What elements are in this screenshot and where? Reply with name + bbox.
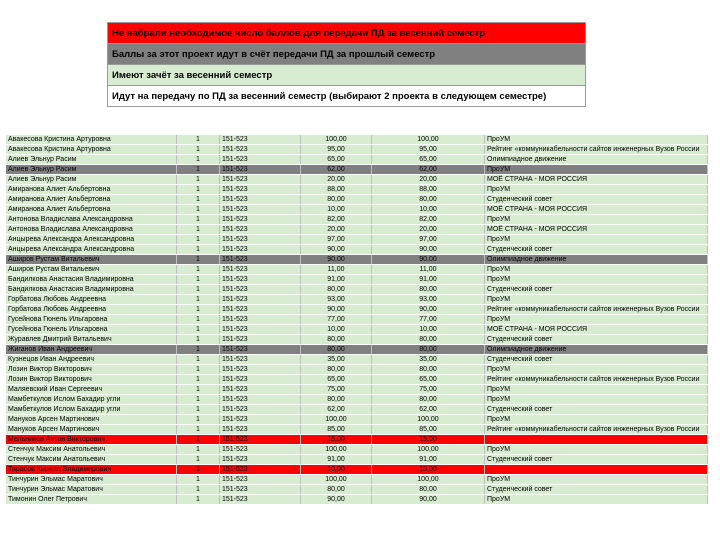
- name-cell: Алиев Эльнур Расим: [6, 155, 177, 165]
- score-cell: 90,00: [301, 495, 372, 505]
- total-cell: 80,00: [372, 335, 485, 345]
- score-cell: 20,00: [301, 175, 372, 185]
- name-cell: Маляевский Иван Сергеевич: [6, 385, 177, 395]
- project-cell: МОЁ СТРАНА - МОЯ РОССИЯ: [485, 175, 708, 185]
- total-cell: 100,00: [372, 415, 485, 425]
- project-cell: Студенческий совет: [485, 195, 708, 205]
- count-cell: 1: [177, 175, 220, 185]
- total-cell: 88,00: [372, 185, 485, 195]
- group-cell: 151-523: [220, 285, 301, 295]
- group-cell: 151-523: [220, 245, 301, 255]
- total-cell: 65,00: [372, 155, 485, 165]
- table-row: [6, 265, 708, 275]
- count-cell: 1: [177, 455, 220, 465]
- legend-text: Имеют зачёт за весенний семестр: [108, 65, 586, 86]
- score-cell: 80,00: [301, 345, 372, 355]
- name-cell: Антонова Владислава Александровна: [6, 225, 177, 235]
- score-cell: 62,00: [301, 405, 372, 415]
- table-row: [6, 215, 708, 225]
- name-cell: Гусейнова Гюнель Ильгаровна: [6, 315, 177, 325]
- total-cell: 77,00: [372, 315, 485, 325]
- score-cell: 91,00: [301, 455, 372, 465]
- count-cell: 1: [177, 345, 220, 355]
- table-row: [6, 245, 708, 255]
- table-row: [6, 185, 708, 195]
- name-cell: Аширов Рустам Витальевич: [6, 265, 177, 275]
- table-row: [6, 335, 708, 345]
- name-cell: Мануков Арсен Мартинович: [6, 415, 177, 425]
- name-cell: Амиранова Алиет Альбертовна: [6, 205, 177, 215]
- project-cell: Рейтинг «коммуникабельности сайтов инженерных Вузов России: [485, 425, 708, 435]
- table-row: [6, 365, 708, 375]
- table-row: [6, 195, 708, 205]
- table-row: [6, 495, 708, 505]
- name-cell: Мельников Антон Викторович: [6, 435, 177, 445]
- group-cell: 151-523: [220, 475, 301, 485]
- score-cell: 97,00: [301, 235, 372, 245]
- name-cell: Тинчурин Эльмас Маратович: [6, 485, 177, 495]
- group-cell: 151-523: [220, 265, 301, 275]
- score-cell: 10,00: [301, 205, 372, 215]
- table-row: [6, 135, 708, 145]
- count-cell: 1: [177, 245, 220, 255]
- project-cell: Студенческий совет: [485, 405, 708, 415]
- score-cell: 88,00: [301, 185, 372, 195]
- table-row: [6, 305, 708, 315]
- count-cell: 1: [177, 195, 220, 205]
- count-cell: 1: [177, 425, 220, 435]
- table-row: [6, 375, 708, 385]
- total-cell: 95,00: [372, 145, 485, 155]
- group-cell: 151-523: [220, 325, 301, 335]
- total-cell: 90,00: [372, 305, 485, 315]
- project-cell: ПроУМ: [485, 415, 708, 425]
- count-cell: 1: [177, 265, 220, 275]
- group-cell: 151-523: [220, 195, 301, 205]
- group-cell: 151-523: [220, 345, 301, 355]
- table-row: [6, 225, 708, 235]
- name-cell: Амиранова Алиет Альбертовна: [6, 195, 177, 205]
- legend-text: Не набрали необходимое число баллов для передачи ПД за весенний семестр: [108, 23, 586, 44]
- project-cell: ПроУМ: [485, 445, 708, 455]
- group-cell: 151-523: [220, 145, 301, 155]
- score-cell: 100,00: [301, 415, 372, 425]
- total-cell: 15,00: [372, 435, 485, 445]
- table-row: [6, 205, 708, 215]
- total-cell: 80,00: [372, 485, 485, 495]
- count-cell: 1: [177, 215, 220, 225]
- total-cell: 100,00: [372, 135, 485, 145]
- count-cell: 1: [177, 325, 220, 335]
- name-cell: Бандилкова Анастасия Владимировна: [6, 285, 177, 295]
- score-cell: 20,00: [301, 225, 372, 235]
- project-cell: Студенческий совет: [485, 455, 708, 465]
- count-cell: 1: [177, 285, 220, 295]
- table-row: [6, 485, 708, 495]
- total-cell: 90,00: [372, 255, 485, 265]
- score-cell: 80,00: [301, 195, 372, 205]
- count-cell: 1: [177, 225, 220, 235]
- group-cell: 151-523: [220, 465, 301, 475]
- group-cell: 151-523: [220, 155, 301, 165]
- name-cell: Тарасов Кирилл Владимирович: [6, 465, 177, 475]
- count-cell: 1: [177, 335, 220, 345]
- name-cell: Тимонин Олег Петрович: [6, 495, 177, 505]
- score-cell: 80,00: [301, 365, 372, 375]
- table-row: [6, 165, 708, 175]
- score-cell: 93,00: [301, 295, 372, 305]
- name-cell: Тинчурин Эльмас Маратович: [6, 475, 177, 485]
- count-cell: 1: [177, 475, 220, 485]
- score-cell: 95,00: [301, 145, 372, 155]
- name-cell: Горбатова Любовь Андреевна: [6, 305, 177, 315]
- project-cell: ПроУМ: [485, 275, 708, 285]
- group-cell: 151-523: [220, 495, 301, 505]
- score-cell: 100,00: [301, 475, 372, 485]
- legend-text: Идут на передачу по ПД за весенний семестр (выбирают 2 проекта в следующем семестре): [108, 86, 586, 107]
- score-cell: 90,00: [301, 305, 372, 315]
- group-cell: 151-523: [220, 165, 301, 175]
- legend-row-green: [108, 65, 586, 86]
- project-cell: ПроУМ: [485, 165, 708, 175]
- project-cell: ПроУМ: [485, 135, 708, 145]
- table-row: [6, 155, 708, 165]
- legend-row-white: [108, 86, 586, 107]
- score-cell: 65,00: [301, 375, 372, 385]
- group-cell: 151-523: [220, 235, 301, 245]
- name-cell: Бандилкова Анастасия Владимировна: [6, 275, 177, 285]
- name-cell: Аширов Рустам Витальевич: [6, 255, 177, 265]
- count-cell: 1: [177, 495, 220, 505]
- total-cell: 93,00: [372, 295, 485, 305]
- name-cell: Антонова Владислава Александровна: [6, 215, 177, 225]
- project-cell: Рейтинг «коммуникабельности сайтов инженерных Вузов России: [485, 145, 708, 155]
- project-cell: [485, 465, 708, 475]
- total-cell: 80,00: [372, 285, 485, 295]
- score-cell: 65,00: [301, 155, 372, 165]
- total-cell: 10,00: [372, 325, 485, 335]
- table-row: [6, 175, 708, 185]
- count-cell: 1: [177, 305, 220, 315]
- name-cell: Кузнецов Иван Андреевич: [6, 355, 177, 365]
- name-cell: Анцырева Александра Александровна: [6, 235, 177, 245]
- name-cell: Анцырева Александра Александровна: [6, 245, 177, 255]
- group-cell: 151-523: [220, 255, 301, 265]
- name-cell: Горбатова Любовь Андреевна: [6, 295, 177, 305]
- project-cell: Олимпиадное движение: [485, 255, 708, 265]
- name-cell: Авакесова Кристина Артуровна: [6, 145, 177, 155]
- score-cell: 75,00: [301, 385, 372, 395]
- project-cell: МОЁ СТРАНА - МОЯ РОССИЯ: [485, 225, 708, 235]
- count-cell: 1: [177, 385, 220, 395]
- name-cell: Амиранова Алиет Альбертовна: [6, 185, 177, 195]
- group-cell: 151-523: [220, 415, 301, 425]
- table-row: [6, 445, 708, 455]
- total-cell: 80,00: [372, 345, 485, 355]
- total-cell: 91,00: [372, 275, 485, 285]
- group-cell: 151-523: [220, 355, 301, 365]
- count-cell: 1: [177, 435, 220, 445]
- total-cell: 90,00: [372, 245, 485, 255]
- total-cell: 90,00: [372, 495, 485, 505]
- legend-row-gray: [108, 44, 586, 65]
- count-cell: 1: [177, 205, 220, 215]
- table-row: [6, 455, 708, 465]
- total-cell: 10,00: [372, 465, 485, 475]
- table-row: [6, 395, 708, 405]
- total-cell: 11,00: [372, 265, 485, 275]
- score-cell: 77,00: [301, 315, 372, 325]
- score-cell: 10,00: [301, 325, 372, 335]
- table-row: [6, 415, 708, 425]
- count-cell: 1: [177, 465, 220, 475]
- project-cell: Студенческий совет: [485, 245, 708, 255]
- total-cell: 91,00: [372, 455, 485, 465]
- score-cell: 15,00: [301, 435, 372, 445]
- group-cell: 151-523: [220, 275, 301, 285]
- group-cell: 151-523: [220, 405, 301, 415]
- group-cell: 151-523: [220, 305, 301, 315]
- table-row: [6, 425, 708, 435]
- count-cell: 1: [177, 375, 220, 385]
- count-cell: 1: [177, 145, 220, 155]
- score-cell: 35,00: [301, 355, 372, 365]
- project-cell: ПроУМ: [485, 185, 708, 195]
- score-cell: 90,00: [301, 245, 372, 255]
- table-row: [6, 255, 708, 265]
- score-cell: 100,00: [301, 445, 372, 455]
- name-cell: Лозин Виктор Викторович: [6, 365, 177, 375]
- name-cell: Алиев Эльнур Расим: [6, 175, 177, 185]
- score-cell: 80,00: [301, 395, 372, 405]
- group-cell: 151-523: [220, 445, 301, 455]
- group-cell: 151-523: [220, 335, 301, 345]
- table-row: [6, 465, 708, 475]
- score-cell: 82,00: [301, 215, 372, 225]
- table-row: [6, 345, 708, 355]
- total-cell: 100,00: [372, 475, 485, 485]
- legend-text: Баллы за этот проект идут в счёт передачи ПД за прошлый семестр: [108, 44, 586, 65]
- name-cell: Мануков Арсен Мартинович: [6, 425, 177, 435]
- score-cell: 11,00: [301, 265, 372, 275]
- group-cell: 151-523: [220, 205, 301, 215]
- score-cell: 80,00: [301, 285, 372, 295]
- score-cell: 80,00: [301, 485, 372, 495]
- project-cell: Рейтинг «коммуникабельности сайтов инженерных Вузов России: [485, 305, 708, 315]
- project-cell: Олимпиадное движение: [485, 345, 708, 355]
- project-cell: ПроУМ: [485, 365, 708, 375]
- grades-table: [6, 135, 708, 505]
- total-cell: 75,00: [372, 385, 485, 395]
- name-cell: Мамбеткулов Ислом Бахадир угли: [6, 395, 177, 405]
- total-cell: 20,00: [372, 225, 485, 235]
- table-row: [6, 435, 708, 445]
- count-cell: 1: [177, 235, 220, 245]
- total-cell: 80,00: [372, 395, 485, 405]
- count-cell: 1: [177, 315, 220, 325]
- name-cell: Лозин Виктор Викторович: [6, 375, 177, 385]
- name-cell: Журавлев Дмитрий Витальевич: [6, 335, 177, 345]
- table-row: [6, 145, 708, 155]
- total-cell: 97,00: [372, 235, 485, 245]
- count-cell: 1: [177, 255, 220, 265]
- count-cell: 1: [177, 405, 220, 415]
- table-row: [6, 405, 708, 415]
- project-cell: ПроУМ: [485, 235, 708, 245]
- name-cell: Мамбеткулов Ислом Бахадир угли: [6, 405, 177, 415]
- group-cell: 151-523: [220, 315, 301, 325]
- project-cell: ПроУМ: [485, 495, 708, 505]
- score-cell: 85,00: [301, 425, 372, 435]
- count-cell: 1: [177, 295, 220, 305]
- total-cell: 62,00: [372, 165, 485, 175]
- project-cell: ПроУМ: [485, 215, 708, 225]
- table-row: [6, 285, 708, 295]
- legend-table: [107, 22, 586, 107]
- table-row: [6, 385, 708, 395]
- score-cell: 90,00: [301, 255, 372, 265]
- project-cell: Студенческий совет: [485, 285, 708, 295]
- group-cell: 151-523: [220, 175, 301, 185]
- project-cell: Студенческий совет: [485, 335, 708, 345]
- project-cell: ПроУМ: [485, 295, 708, 305]
- group-cell: 151-523: [220, 455, 301, 465]
- score-cell: 10,00: [301, 465, 372, 475]
- table-row: [6, 355, 708, 365]
- group-cell: 151-523: [220, 215, 301, 225]
- table-row: [6, 235, 708, 245]
- name-cell: Алиев Эльнур Расим: [6, 165, 177, 175]
- project-cell: ПроУМ: [485, 385, 708, 395]
- project-cell: МОЁ СТРАНА - МОЯ РОССИЯ: [485, 325, 708, 335]
- group-cell: 151-523: [220, 185, 301, 195]
- count-cell: 1: [177, 275, 220, 285]
- total-cell: 35,00: [372, 355, 485, 365]
- count-cell: 1: [177, 155, 220, 165]
- table-row: [6, 275, 708, 285]
- project-cell: МОЁ СТРАНА - МОЯ РОССИЯ: [485, 205, 708, 215]
- project-cell: Олимпиадное движение: [485, 155, 708, 165]
- group-cell: 151-523: [220, 395, 301, 405]
- total-cell: 10,00: [372, 205, 485, 215]
- group-cell: 151-523: [220, 435, 301, 445]
- group-cell: 151-523: [220, 385, 301, 395]
- score-cell: 62,00: [301, 165, 372, 175]
- total-cell: 82,00: [372, 215, 485, 225]
- count-cell: 1: [177, 165, 220, 175]
- total-cell: 20,00: [372, 175, 485, 185]
- group-cell: 151-523: [220, 135, 301, 145]
- project-cell: ПроУМ: [485, 395, 708, 405]
- project-cell: Студенческий совет: [485, 355, 708, 365]
- count-cell: 1: [177, 415, 220, 425]
- name-cell: Стенчук Максим Анатольевич: [6, 445, 177, 455]
- total-cell: 80,00: [372, 365, 485, 375]
- name-cell: Авакесова Кристина Артуровна: [6, 135, 177, 145]
- project-cell: Рейтинг «коммуникабельности сайтов инженерных Вузов России: [485, 375, 708, 385]
- name-cell: Стенчук Максим Анатольевич: [6, 455, 177, 465]
- total-cell: 65,00: [372, 375, 485, 385]
- count-cell: 1: [177, 445, 220, 455]
- group-cell: 151-523: [220, 365, 301, 375]
- total-cell: 100,00: [372, 445, 485, 455]
- group-cell: 151-523: [220, 225, 301, 235]
- group-cell: 151-523: [220, 295, 301, 305]
- total-cell: 62,00: [372, 405, 485, 415]
- group-cell: 151-523: [220, 425, 301, 435]
- count-cell: 1: [177, 135, 220, 145]
- total-cell: 85,00: [372, 425, 485, 435]
- total-cell: 80,00: [372, 195, 485, 205]
- name-cell: Жиганов Иван Андреевич: [6, 345, 177, 355]
- group-cell: 151-523: [220, 375, 301, 385]
- score-cell: 91,00: [301, 275, 372, 285]
- score-cell: 80,00: [301, 335, 372, 345]
- project-cell: Студенческий совет: [485, 485, 708, 495]
- table-row: [6, 325, 708, 335]
- project-cell: ПроУМ: [485, 315, 708, 325]
- count-cell: 1: [177, 185, 220, 195]
- count-cell: 1: [177, 365, 220, 375]
- score-cell: 100,00: [301, 135, 372, 145]
- project-cell: [485, 435, 708, 445]
- table-row: [6, 315, 708, 325]
- count-cell: 1: [177, 485, 220, 495]
- count-cell: 1: [177, 355, 220, 365]
- table-row: [6, 295, 708, 305]
- group-cell: 151-523: [220, 485, 301, 495]
- name-cell: Гусейнова Гюнель Ильгаровна: [6, 325, 177, 335]
- table-row: [6, 475, 708, 485]
- legend-row-red: [108, 23, 586, 44]
- project-cell: ПроУМ: [485, 265, 708, 275]
- project-cell: ПроУМ: [485, 475, 708, 485]
- count-cell: 1: [177, 395, 220, 405]
